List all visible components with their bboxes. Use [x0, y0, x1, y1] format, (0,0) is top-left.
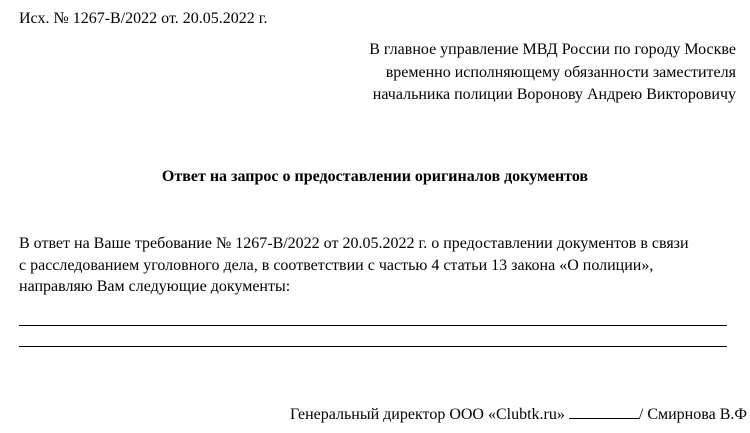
outgoing-reference-number: Исх. № 1267-В/2022 от. 20.05.2022 г.	[19, 10, 268, 27]
signatory-name: / Смирнова В.Ф	[638, 406, 747, 423]
blank-fill-line	[19, 346, 727, 347]
signature-blank	[569, 404, 639, 419]
addressee-line: начальника полиции Воронову Андрею Викторовичу	[372, 86, 736, 103]
body-line: В ответ на Ваше требование № 1267-В/2022 от 20.05.2022 г. о предоставлении документов в связи	[19, 235, 689, 252]
signature-block	[290, 404, 747, 425]
body-paragraph	[19, 233, 689, 298]
addressee-line: В главное управление МВД России по городу Москве	[369, 41, 736, 58]
body-line: с расследованием уголовного дела, в соответствии с частью 4 статьи 13 закона «О полиции»,	[19, 256, 654, 274]
addressee-block	[369, 39, 736, 107]
blank-fill-line	[19, 325, 727, 326]
signatory-position: Генеральный директор ООО «Clubtk.ru»	[289, 406, 565, 423]
body-line: направляю Вам следующие документы:	[19, 278, 291, 295]
document-subject: Ответ на запрос о предоставлении оригиналов документов	[161, 168, 589, 185]
addressee-line: временно исполняющему обязанности заместителя	[385, 63, 736, 81]
